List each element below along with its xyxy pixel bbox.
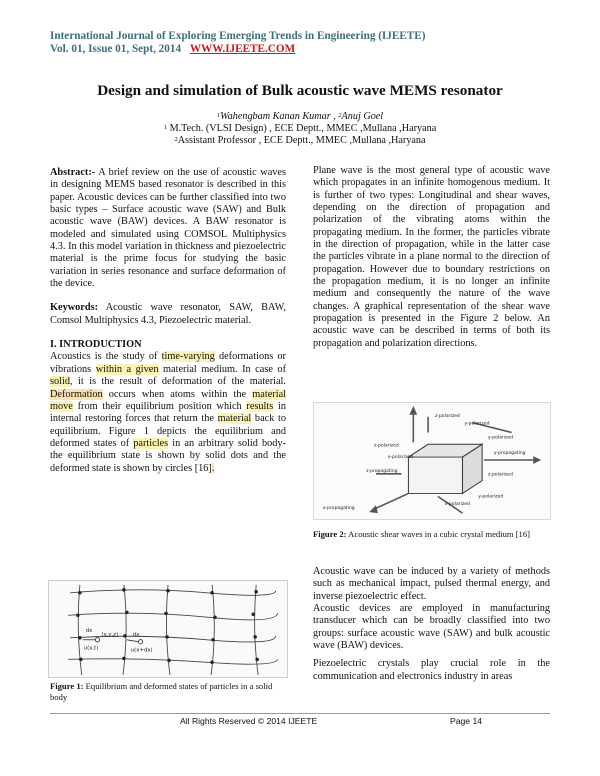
intro-highlight-6: results: [246, 400, 274, 412]
journal-url-link[interactable]: WWW.IJEETE.COM: [189, 43, 296, 55]
fig2-mark-j: x-propagating: [322, 506, 355, 512]
plane-wave-paragraph: Plane wave is the most general type of acoustic wave which propagates in an infinite homogenous medium. It is further of two types: Longitudinal and shear waves, depending on the direction of propagation and polarization of the vibrating atoms within the propagating medium. In the former, the particles vibrate in the direction of propagation, while in the latter case the particles vibrate in a plane normal to the direction of propagation. However due to boundary restrictions on the propagation medium, it is no longer an infinite medium and consequently the nature of the wave changes. A graphical representation of the shear wave propagation is presented in the Figure 2 below. An acoustic wave can be described in terms of both its propagation and polarization directions.: [313, 165, 550, 349]
author2-sup: 2: [338, 112, 342, 119]
issue-info: Vol. 01, Issue 01, Sept, 2014: [50, 43, 182, 55]
figure-2-caption: [313, 528, 551, 541]
particle-grid-diagram: [49, 581, 287, 677]
fig1-mark-b: (x,y,z): [101, 631, 119, 638]
fig2-mark-i: z-polarized: [488, 472, 513, 478]
left-column: [50, 167, 286, 475]
intro-highlight-9: .: [211, 462, 215, 474]
induction-paragraph: Acoustic wave can be induced by a variety of methods such as mechanical impact, pulsed thermal energy, and inverse piezoelectric effect.: [313, 566, 550, 602]
journal-header: [50, 30, 550, 56]
paper-title: Design and simulation of Bulk acoustic wave MEMS resonator: [97, 82, 503, 99]
keywords: [50, 302, 286, 327]
fig1-mark-d: u(x,t): [83, 645, 99, 652]
authors-block: [0, 111, 600, 148]
intro-highlight-2: within a given: [95, 363, 159, 375]
figure-1-caption-text: Equilibrium and deformed states of particles in a solid body: [50, 681, 273, 702]
intro-highlight-3: solid: [50, 376, 71, 388]
right-column: [313, 165, 550, 350]
piezoelectric-paragraph: Piezoelectric crystals play crucial role in the communication and electronics industry in areas: [313, 658, 550, 682]
author1-name: Wahengbam Kanan Kumar ,: [220, 111, 336, 122]
intro-text-7: in internal restoring forces that return the: [50, 400, 286, 425]
figure-2-image: [313, 402, 551, 520]
introduction-heading: I. INTRODUCTION: [50, 339, 142, 351]
author1-sup: 1: [216, 112, 221, 119]
shear-wave-cube-diagram: [314, 403, 550, 519]
copyright-text: All Rights Reserved © 2014 IJEETE: [180, 716, 318, 726]
intro-text-2: deformations or vibrations: [50, 351, 286, 375]
affiliation-2: [0, 135, 600, 147]
intro-text-1: Acoustics is the study of: [50, 351, 162, 363]
intro-highlight-8: particles: [133, 437, 169, 449]
keywords-text: Acoustic wave resonator, SAW, BAW, Comsol Multiphysics 4.3, Piezoelectric material.: [50, 302, 286, 326]
fig2-mark-g: z-propagating: [366, 468, 398, 474]
fig2-mark-f: y-propagating: [493, 451, 526, 457]
affiliation2-sup: 2: [174, 136, 178, 144]
author-names: [0, 111, 600, 123]
intro-highlight-4: Deformation: [50, 388, 103, 400]
affiliation2-text: Assistant Professor , ECE Deptt., MMEC ,Mullana ,Haryana: [177, 135, 426, 147]
fig2-mark-k: y-polarized: [478, 494, 504, 500]
intro-highlight-1: time-varying: [161, 351, 215, 363]
journal-name: International Journal of Exploring Emerging Trends in Engineering (IJEETE): [50, 30, 426, 42]
fig2-mark-b: y-polarized: [464, 421, 490, 427]
fig1-mark-e: u(x+dx): [130, 647, 153, 654]
intro-text-9: in an arbitrary solid body- the equilibrium state is shown by solid dots and the deformed state is shown by circles [16]: [50, 437, 286, 474]
figure-1-label: Figure 1:: [50, 681, 84, 691]
fig2-mark-c: y-polarized: [488, 435, 514, 441]
abstract: [50, 167, 286, 290]
abstract-text: A brief review on the use of acoustic waves in designing MEMS based resonator is described in this paper. Acoustic devices can be further classified into two basic types – Surface acoustic wave (SAW) and Bulk acoustic wave (BAW) devices. A BAW resonator is modeled and simulated using COMSOL Multiphysics 4.3. In this model variation in thickness and piezoelectric material is the prime focus for studying the basic variation in series resonance and surface deformation of the device.: [50, 167, 286, 290]
affiliation1-sup: 1: [163, 124, 168, 132]
intro-text-3: material medium. In case of: [158, 363, 286, 375]
fig2-mark-d: z-polarized: [374, 443, 399, 449]
fig2-mark-e: x-polarized: [387, 455, 413, 461]
intro-text-5: occurs when atoms within the: [102, 388, 253, 400]
abstract-label: Abstract:-: [50, 167, 96, 178]
footer-divider: [50, 713, 550, 714]
figure-1-caption: [50, 681, 288, 702]
keywords-label: Keywords:: [50, 302, 99, 314]
fig1-mark-c: dx: [132, 631, 140, 638]
fig1-mark-a: dx: [85, 627, 93, 634]
figure-1-image: [48, 580, 288, 678]
issue-line: [50, 43, 550, 56]
right-column-lower: [313, 566, 550, 683]
affiliation1-text: M.Tech. (VLSI Design) , ECE Deptt., MMEC ,Mullana ,Haryana: [169, 123, 437, 135]
figure-2-caption-text: Acoustic shear waves in a cubic crystal medium [16]: [346, 529, 531, 539]
author2-name: Anuj Goel: [341, 111, 384, 122]
intro-highlight-5: material move: [50, 388, 286, 412]
intro-highlight-7: material: [217, 413, 252, 425]
devices-paragraph: Acoustic devices are employed in manufacturing transducer which can be broadly classified into two groups: surface acoustic wave (SAW) and bulk acoustic wave (BAW) devices.: [313, 603, 550, 652]
figure-2-label: Figure 2:: [313, 529, 347, 539]
affiliation-1: [0, 123, 600, 135]
fig2-mark-h: x-polarized: [444, 502, 470, 508]
introduction-paragraph: [50, 351, 286, 474]
intro-text-8: back to equilibrium. Figure 1 depicts the equilibrium and deformed states of: [50, 413, 286, 449]
intro-text-6: from their equilibrium position which: [72, 400, 247, 412]
intro-text-4: , it is the result of deformation of the material.: [70, 376, 286, 388]
fig2-mark-a: z-polarized: [434, 413, 460, 419]
page-number: Page 14: [450, 716, 483, 726]
